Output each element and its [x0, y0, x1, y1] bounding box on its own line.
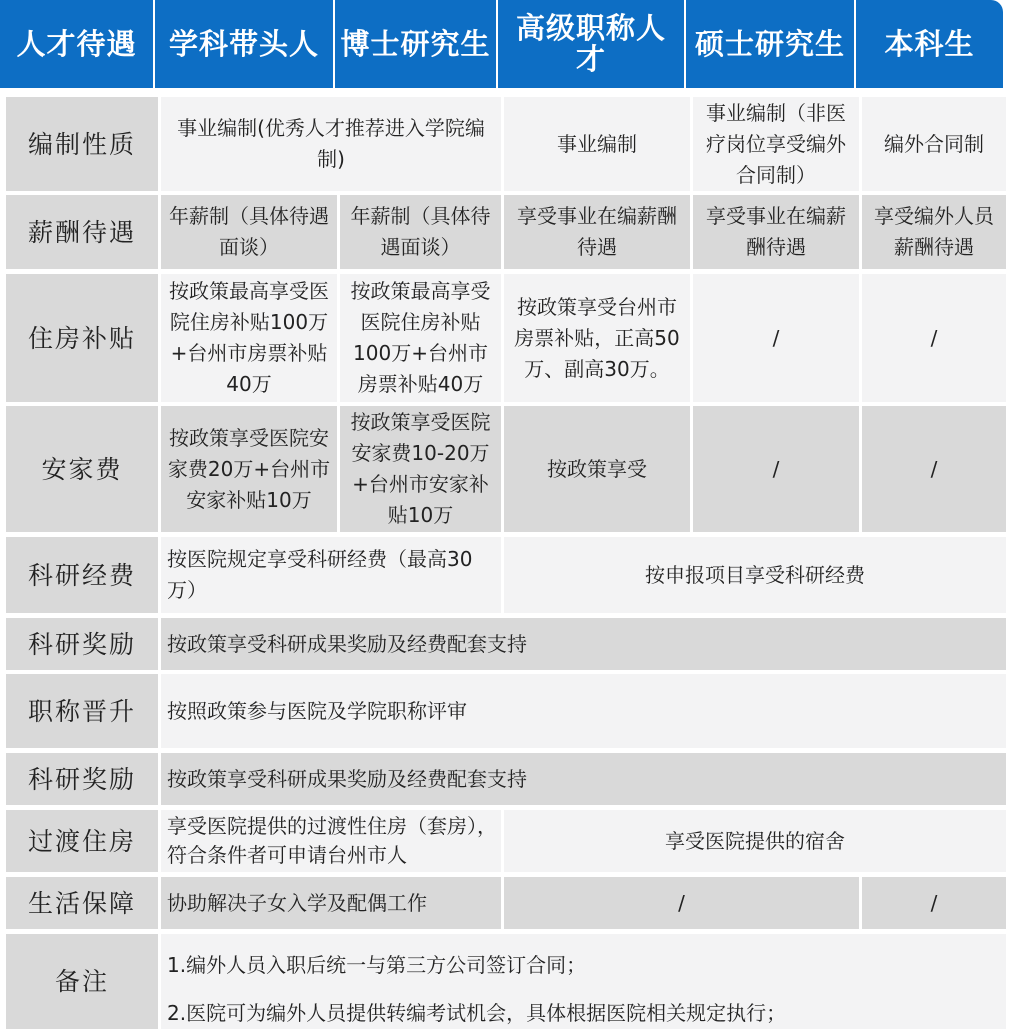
- row-label-housing-subsidy: 住房补贴: [6, 274, 158, 402]
- header-phd: 博士研究生: [335, 0, 498, 88]
- staffing-leader-phd: 事业编制(优秀人才推荐进入学院编制): [161, 97, 501, 191]
- transition-housing-leader-phd: 享受医院提供的过渡性住房（套房），符合条件者可申请台州市人: [161, 810, 501, 872]
- settlement-phd: 按政策享受医院安家费10-20万+台州市安家补贴10万: [340, 406, 501, 532]
- salary-phd: 年薪制（具体待遇面谈）: [340, 195, 501, 269]
- remark-note-2: 2.医院可为编外人员提供转编考试机会，具体根据医院相关规定执行；: [167, 1001, 787, 1025]
- research-funding-others: 按申报项目享受科研经费: [504, 537, 1006, 613]
- housing-phd: 按政策最高享受医院住房补贴100万+台州市房票补贴40万: [340, 274, 501, 402]
- living-support-leader-phd: 协助解决子女入学及配偶工作: [161, 877, 501, 929]
- row-label-research-funding: 科研经费: [6, 537, 158, 613]
- housing-master: /: [693, 274, 859, 402]
- row-label-transition-housing: 过渡住房: [6, 810, 158, 872]
- transition-housing-others: 享受医院提供的宿舍: [504, 810, 1006, 872]
- row-label-remarks: 备注: [6, 934, 158, 1029]
- staffing-senior: 事业编制: [504, 97, 690, 191]
- header-master: 硕士研究生: [686, 0, 856, 88]
- row-label-title-promotion: 职称晋升: [6, 674, 158, 748]
- staffing-master: 事业编制（非医疗岗位享受编外合同制）: [693, 97, 859, 191]
- settlement-leader: 按政策享受医院安家费20万+台州市安家补贴10万: [161, 406, 337, 532]
- research-reward-all: 按政策享受科研成果奖励及经费配套支持: [161, 618, 1006, 670]
- housing-senior: 按政策享受台州市房票补贴，正高50万、副高30万。: [504, 274, 690, 402]
- row-label-living-support: 生活保障: [6, 877, 158, 929]
- salary-leader: 年薪制（具体待遇面谈）: [161, 195, 337, 269]
- research-funding-leader-phd: 按医院规定享受科研经费（最高30万）: [161, 537, 501, 613]
- header-senior-title: 高级职称人才: [498, 0, 686, 88]
- research-reward-all-2: 按政策享受科研成果奖励及经费配套支持: [161, 753, 1006, 805]
- salary-master: 享受事业在编薪酬待遇: [693, 195, 859, 269]
- header-category: 人才待遇: [0, 0, 155, 88]
- settlement-master: /: [693, 406, 859, 532]
- header-discipline-leader: 学科带头人: [155, 0, 335, 88]
- settlement-bachelor: /: [862, 406, 1006, 532]
- housing-leader: 按政策最高享受医院住房补贴100万+台州市房票补贴40万: [161, 274, 337, 402]
- remark-note-1: 1.编外人员入职后统一与第三方公司签订合同；: [167, 953, 587, 977]
- living-support-bachelor: /: [862, 877, 1006, 929]
- salary-bachelor: 享受编外人员薪酬待遇: [862, 195, 1006, 269]
- settlement-senior: 按政策享受: [504, 406, 690, 532]
- remarks-content: [161, 934, 1006, 1029]
- title-promotion-all: 按照政策参与医院及学院职称评审: [161, 674, 1006, 748]
- row-label-salary: 薪酬待遇: [6, 195, 158, 269]
- header-bachelor: 本科生: [884, 26, 975, 61]
- row-label-research-reward-2: 科研奖励: [6, 753, 158, 805]
- salary-senior: 享受事业在编薪酬待遇: [504, 195, 690, 269]
- living-support-senior-master: /: [504, 877, 859, 929]
- housing-bachelor: /: [862, 274, 1006, 402]
- row-label-staffing: 编制性质: [6, 97, 158, 191]
- staffing-bachelor: 编外合同制: [862, 97, 1006, 191]
- row-label-research-reward: 科研奖励: [6, 618, 158, 670]
- row-label-settlement: 安家费: [6, 406, 158, 532]
